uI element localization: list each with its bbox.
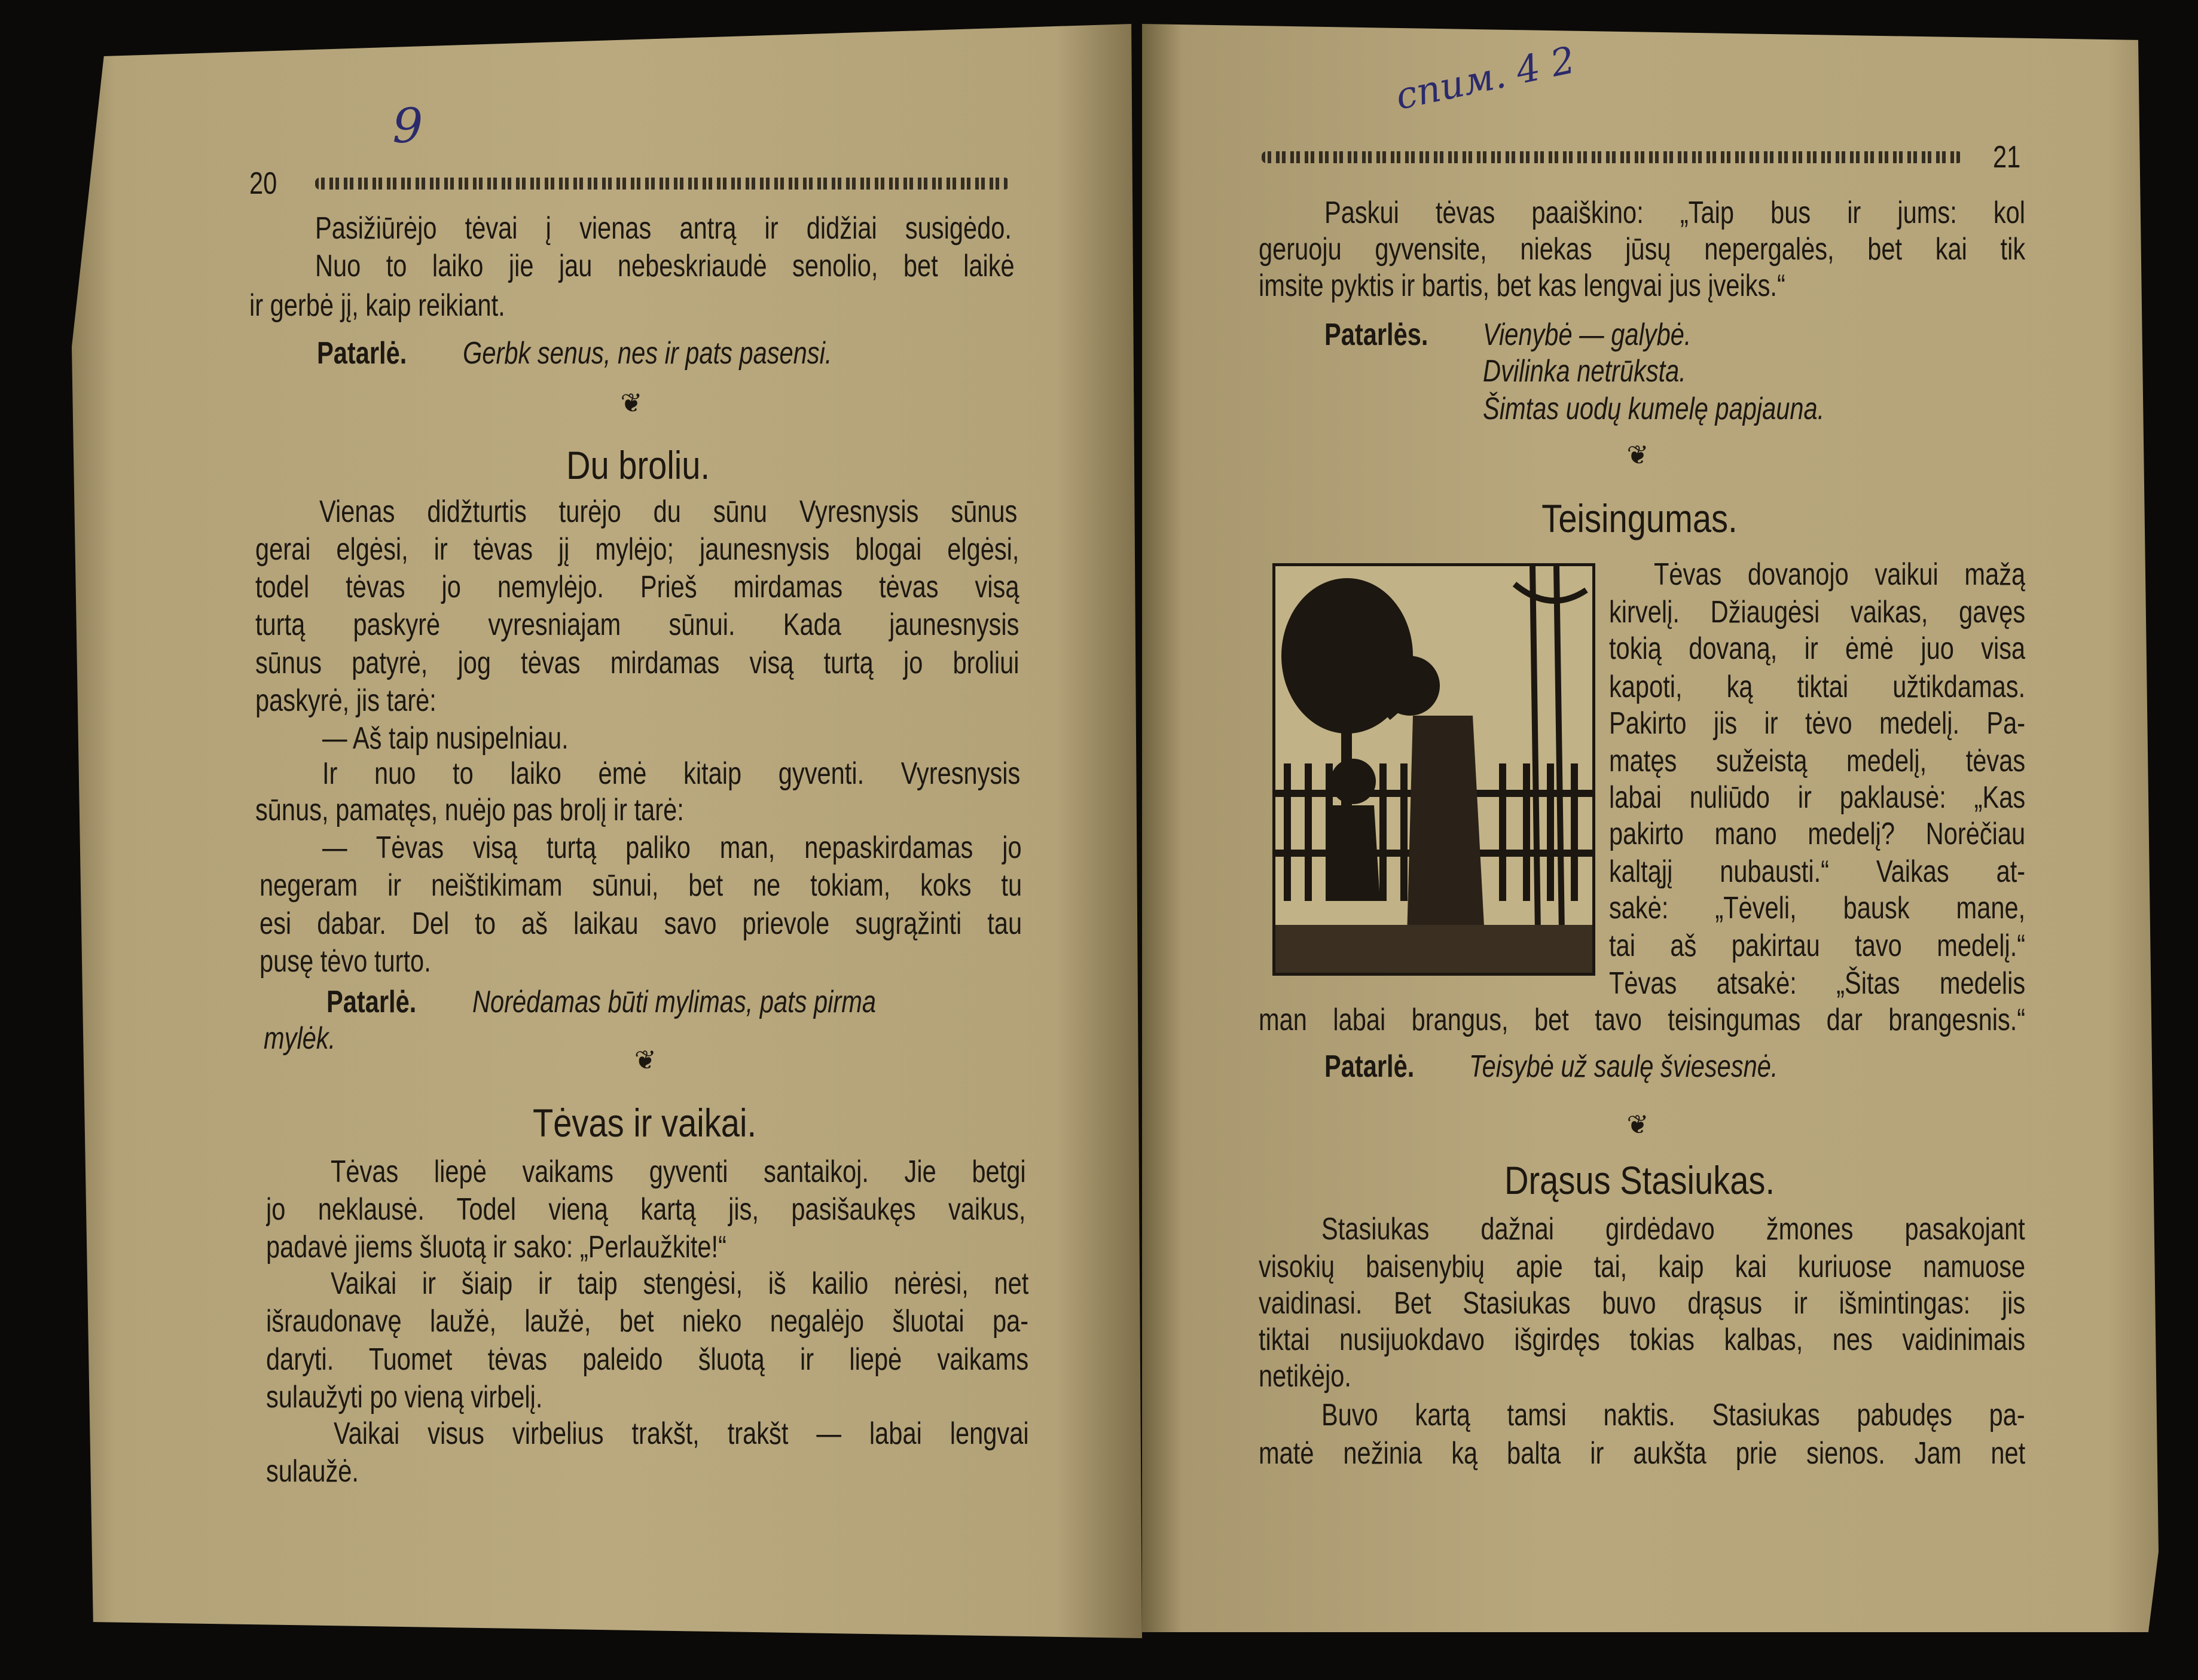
ornament-rule [1262,151,1962,163]
story-title: Teisingumas. [1541,496,1738,541]
text-line: daryti. Tuomet tėvas paleido šluotą ir liepė vaikams [266,1342,1029,1377]
text-line: Vaikai ir šiaip ir taip stengėsi, iš kailio nėrėsi, net [331,1266,1029,1302]
text-line: netikėjo. [1258,1358,1351,1394]
text-line: sūnus, pamatęs, nuėjo pas brolį ir tarė: [255,792,684,827]
text-line: tiktai nusijuokdavo išgirdęs tokias kalbas, nes vaidinimais [1258,1322,2026,1357]
text-line: kapoti, ką tiktai užtikdamas. [1608,669,2026,704]
text-line: matė nežinia ką balta ir aukšta prie sienos. Jam net [1258,1435,2026,1471]
illustration-father-and-child [1272,563,1595,976]
text-line: tai aš pakirtau tavo medelį.“ [1608,928,2026,964]
text-line: geruoju gyvensite, niekas jūsų nepergalės, bet kai tik [1258,232,2026,267]
text-line: todel tėvas jo nemylėjo. Prieš mirdamas tėvas visą [255,570,1019,605]
story-title: Tėvas ir vaikai. [533,1100,757,1145]
text-line: Tėvas liepė vaikams gyventi santaikoj. Jie betgi [331,1154,1026,1189]
text-line: kirvelį. Džiaugėsi vaikas, gavęs [1608,595,2026,630]
text-line: turtą paskyrė vyresniajam sūnui. Kada jaunesnysis [255,607,1019,643]
leaf-ornament-icon: ❦ [1626,1110,1649,1140]
text-line: paskyrė, jis tarė: [255,683,436,718]
text-line: sulaužyti po vieną virbelį. [266,1379,543,1415]
text-line: Ir nuo to laiko ėmė kitaip gyventi. Vyresnysis [322,756,1021,791]
text-line: esi dabar. Del to aš laikau savo prievole sugrąžinti tau [259,906,1022,941]
proverb-text: Teisybė už saulę šviesesnė. [1469,1049,1778,1084]
story-title: Drąsus Stasiukas. [1504,1157,1775,1202]
text-line: sūnus patyrė, jog tėvas mirdamas visą turtą jo broliui [255,645,1019,680]
text-line: imsite pyktis ir bartis, bet kas lengvai jus įveiks.“ [1258,268,1785,304]
text-line: Tėvas dovanojo vaikui mažą [1653,557,2026,592]
proverb-text: Gerbk senus, nes ir pats pasensi. [462,335,832,371]
handwritten-note: спим. 4 2 [1391,37,1579,118]
text-line: išraudonavę laužė, laužė, bet nieko negalėjo šluotai pa- [266,1304,1029,1339]
page-number: 20 [249,166,277,201]
text-line: negeram ir neištikimam sūnui, bet ne tokiam, koks tu [259,868,1022,903]
proverb-label: Patarlė. [316,335,407,371]
page-number: 21 [1993,139,2021,175]
text-line: Paskui tėvas paaiškino: „Taip bus ir jums: kol [1324,196,2026,231]
text-line: Buvo kartą tamsi naktis. Stasiukas pabudęs pa- [1321,1398,2026,1433]
text-line: labai nuliūdo ir paklausė: „Kas [1608,780,2026,815]
text-line: padavė jiems šluotą ir sako: „Perlaužkite!“ [266,1230,727,1265]
text-line: tokią dovaną, ir ėmė juo visa [1608,631,2026,667]
proverb-text: Dvilinka netrūksta. [1482,354,1686,389]
text-line: matęs sužeistą medelį, tėvas [1608,743,2026,778]
text-line: visokių baisenybių apie tai, kaip kai kuriuose namuose [1258,1249,2026,1284]
proverb-text-continued: mylėk. [263,1021,335,1056]
story-title: Du broliu. [566,443,710,488]
text-line: Pasižiūrėjo tėvai į vienas antrą ir didžiai susigėdo. [315,211,1012,246]
text-line: Vaikai visus virbelius trakšt, trakšt — labai lengvai [333,1416,1029,1451]
text-line: Pakirto jis ir tėvo medelį. Pa- [1608,705,2026,741]
text-line: kaltąjį nubausti.“ Vaikas at- [1608,854,2026,889]
text-line: sulaužė. [266,1454,359,1489]
text-line: Stasiukas dažnai girdėdavo žmones pasakojant [1321,1211,2026,1247]
proverb-text: Vienybė — galybė. [1482,317,1692,353]
woodcut-illustration [1275,566,1592,973]
proverb-text: Norėdamas būti mylimas, pats pirma [472,984,876,1019]
text-line: sakė: „Tėveli, bausk mane, [1608,890,2026,925]
text-line: vaidinasi. Bet Stasiukas buvo drąsus ir išmintingas: jis [1258,1285,2026,1321]
proverb-text: Šimtas uodų kumelę papjauna. [1482,392,1825,427]
proverb-label: Patarlė. [1324,1049,1415,1084]
text-line: Tėvas atsakė: „Šitas medelis [1608,966,2026,1001]
handwritten-mark: 9 [392,98,423,154]
leaf-ornament-icon: ❦ [620,389,643,419]
text-line: — Tėvas visą turtą paliko man, nepaskirdamas jo [322,830,1022,866]
leaf-ornament-icon: ❦ [634,1046,657,1076]
proverb-label: Patarlė. [326,984,417,1019]
text-line: gerai elgėsi, ir tėvas jį mylėjo; jaunesnysis blogai elgėsi, [255,532,1019,567]
text-line: Nuo to laiko jie jau nebeskriaudė senolio, bet laikė [315,249,1015,284]
text-line: pusę tėvo turto. [259,943,431,979]
ornament-rule [315,178,1009,190]
text-line: pakirto mano medelį? Norėčiau [1608,816,2026,851]
text-line: ir gerbė jį, kaip reikiant. [249,288,505,323]
leaf-ornament-icon: ❦ [1626,440,1649,470]
text-line: man labai brangus, bet tavo teisingumas dar brangesnis.“ [1258,1003,2026,1038]
text-line: jo neklausė. Todel vieną kartą jis, pasišaukęs vaikus, [266,1192,1026,1227]
proverbs-label: Patarlės. [1324,317,1428,353]
text-line: Vienas didžturtis turėjo du sūnu Vyresnysis sūnus [319,494,1018,529]
text-line: — Aš taip nusipelniau. [322,721,569,756]
